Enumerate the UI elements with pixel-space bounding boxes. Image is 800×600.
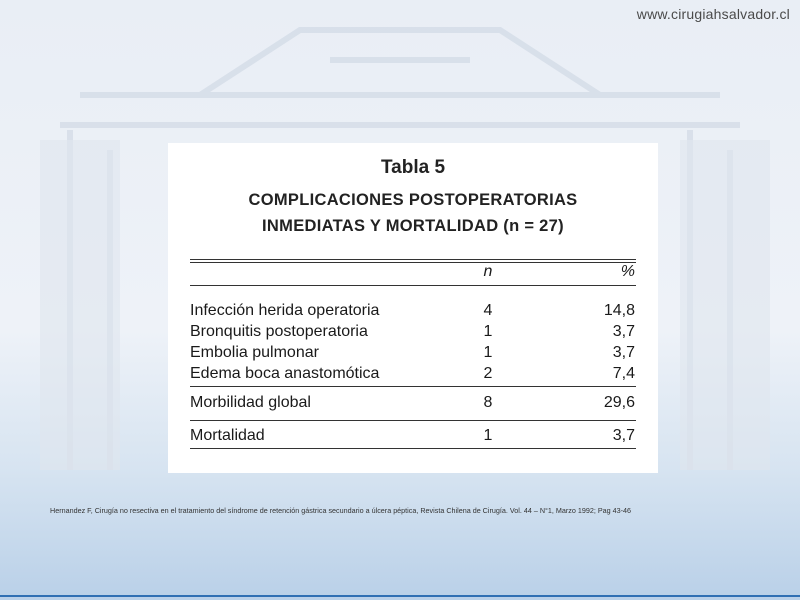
summary-percent: 3,7 [612, 427, 635, 444]
summary-n: 8 [483, 394, 493, 411]
summary-percent: 29,6 [603, 394, 635, 411]
row-n: 4 [483, 302, 493, 319]
summary-label: Mortalidad [190, 427, 265, 444]
table-subtitle-line1: COMPLICACIONES POSTOPERATORIAS [248, 191, 578, 209]
section-rule [190, 420, 636, 421]
row-percent: 7,4 [612, 365, 635, 382]
row-label: Embolia pulmonar [190, 344, 319, 361]
row-n: 1 [483, 344, 493, 361]
table-bottom-rule [190, 448, 636, 449]
header-rule [190, 285, 636, 286]
table-title: Tabla 5 [380, 157, 446, 178]
bottom-accent-line [0, 595, 800, 597]
row-n: 2 [483, 365, 493, 382]
row-label: Bronquitis postoperatoria [190, 323, 368, 340]
citation-text: Hernandez F, Cirugía no resectiva en el tratamiento del síndrome de retención gástrica secundario a úlcera péptica, Revista Chilena de Cirugía. Vol. 44 – N°1, Marzo 1992; Pag 43-46 [50, 506, 631, 515]
summary-n: 1 [483, 427, 493, 444]
site-url[interactable]: www.cirugiahsalvador.cl [636, 6, 790, 22]
section-rule [190, 386, 636, 387]
row-label: Edema boca anastomótica [190, 365, 380, 382]
row-percent: 14,8 [603, 302, 635, 319]
column-header-n: n [483, 263, 493, 280]
table-subtitle-line2: INMEDIATAS Y MORTALIDAD (n = 27) [262, 217, 564, 235]
summary-label: Morbilidad global [190, 394, 311, 411]
row-label: Infección herida operatoria [190, 302, 380, 319]
table-image [168, 143, 658, 473]
column-header-percent: % [620, 263, 635, 280]
row-n: 1 [483, 323, 493, 340]
row-percent: 3,7 [612, 344, 635, 361]
row-percent: 3,7 [612, 323, 635, 340]
table-top-rule [190, 259, 636, 260]
